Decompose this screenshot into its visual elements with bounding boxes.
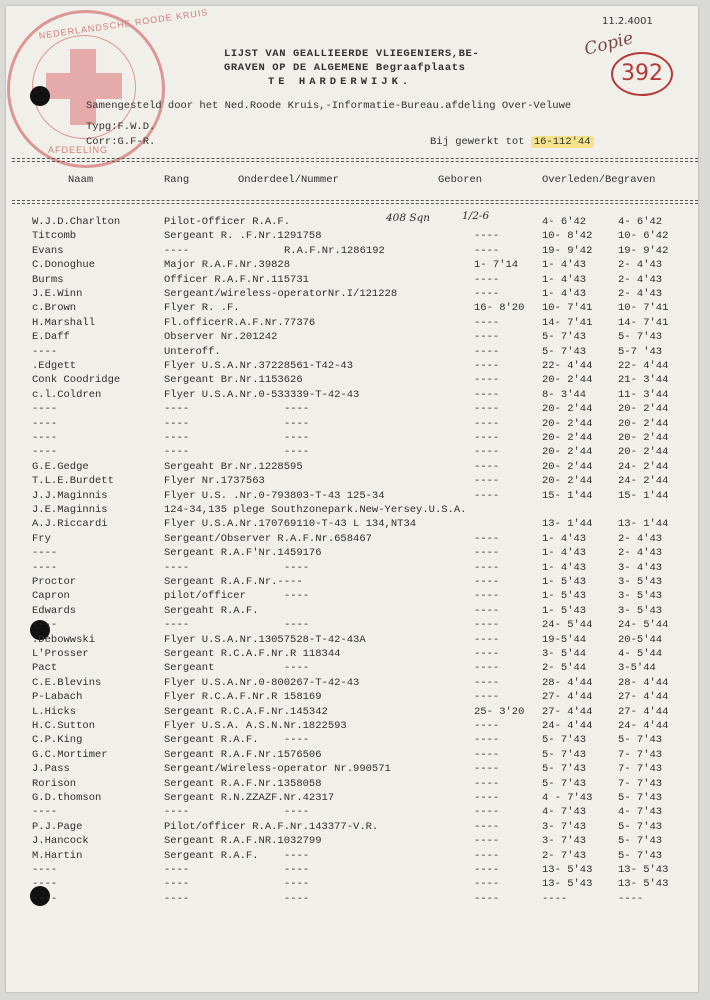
cell-overleden: 1- 4'43 [542, 532, 587, 545]
cell-rang: Sergeant R. .F.Nr.1291758 [164, 230, 322, 243]
cell-geboren: ---- [474, 460, 500, 473]
updated-date: 16-112'44 [531, 136, 594, 148]
cell-rang: ---- [164, 878, 190, 891]
page-number-badge: 392 [611, 52, 673, 96]
cell-naam: C.Donoghue [32, 259, 96, 272]
cell-begraven: 24- 2'44 [618, 460, 669, 473]
cell-begraven: 5- 7'43 [618, 331, 663, 344]
cell-geboren: ---- [474, 619, 500, 632]
cell-naam: C.E.Blevins [32, 676, 102, 689]
cell-rang: Sergeant R.A.F.Nr.---- [164, 576, 303, 588]
cell-geboren: ---- [474, 403, 500, 416]
cell-rang: Flyer U.S.A.Nr.170769110-T-43 L 134,NT34 [164, 518, 417, 531]
cell-overleden: 4- 6'42 [542, 216, 587, 228]
cell-begraven: 24- 2'44 [618, 475, 669, 488]
cell-rang: Sergeant R.A.F.Nr.1576506 [164, 748, 322, 761]
cell-geboren: ---- [474, 604, 500, 617]
cell-begraven: 20- 2'44 [618, 403, 669, 416]
cell-overleden: 8- 3'44 [542, 388, 587, 401]
cell-naam: .Debowwski [32, 633, 96, 646]
column-header-overleden: Overleden/Begraven [542, 174, 656, 186]
cell-begraven: 2- 4'43 [618, 259, 663, 272]
cell-rang: ---- [164, 446, 190, 459]
cell-begraven: 4- 6'42 [618, 216, 663, 228]
cell-naam: ---- [32, 806, 58, 819]
cell-nummer: ---- [284, 892, 310, 905]
cell-overleden: 19-5'44 [542, 633, 587, 646]
cell-naam: Titcomb [32, 230, 77, 243]
cell-geboren: ---- [474, 792, 500, 804]
cell-nummer: ---- [284, 662, 310, 675]
cell-overleden: 3- 7'43 [542, 835, 587, 848]
title-line-2: GRAVEN OP DE ALGEMENE Begraafplaats [224, 62, 466, 74]
column-header-geboren: Geboren [438, 174, 483, 186]
cell-overleden: 15- 1'44 [542, 489, 593, 502]
cell-naam: W.J.D.Charlton [32, 216, 121, 228]
cell-geboren: ---- [474, 720, 500, 732]
column-header-rang: Rang [164, 174, 190, 186]
cell-begraven: 20- 2'44 [618, 432, 669, 444]
cell-overleden: 3- 7'43 [542, 820, 587, 833]
red-cross-bar [46, 73, 122, 99]
cell-begraven: 3- 5'43 [618, 576, 663, 588]
cell-overleden: 20- 2'44 [542, 403, 593, 416]
cell-rang: Sergeant R.A.F. [164, 849, 259, 862]
cell-nummer: ---- [284, 432, 310, 444]
cell-begraven: 13- 5'43 [618, 864, 669, 876]
cell-rang: Flyer U.S.A.Nr.0-800267-T-42-43 [164, 676, 360, 689]
cell-rang: Sergeant/wireless-operatorNr.I/121228 [164, 288, 398, 300]
cell-begraven: 4- 5'44 [618, 648, 663, 660]
cell-naam: ---- [32, 547, 58, 560]
cell-rang: ---- [164, 892, 190, 905]
cell-geboren: ---- [474, 561, 500, 574]
cell-geboren: ---- [474, 748, 500, 761]
cell-rang: Sergeant [164, 662, 215, 675]
cell-nummer: ---- [284, 806, 310, 819]
cell-naam: L.Hicks [32, 705, 77, 718]
cell-naam: L'Prosser [32, 648, 89, 660]
cell-begraven: ---- [618, 892, 644, 905]
cell-nummer: R.A.F.Nr.1286192 [284, 244, 385, 257]
cell-geboren: 1- 7'14 [474, 259, 519, 272]
cell-naam: Edwards [32, 604, 77, 617]
cell-rang: Sergeant/Observer R.A.F.Nr.658467 [164, 532, 372, 545]
cell-naam: M.Hartin [32, 849, 83, 862]
cell-geboren: ---- [474, 331, 500, 344]
cell-overleden: 20- 2'44 [542, 460, 593, 473]
cell-overleden: 20- 2'44 [542, 417, 593, 430]
cell-naam: .Edgett [32, 360, 77, 372]
cell-naam: ---- [32, 878, 58, 891]
cell-overleden: 5- 7'43 [542, 777, 587, 790]
cell-overleden: 20- 2'44 [542, 446, 593, 459]
cell-nummer: ---- [284, 864, 310, 876]
updated-label: Bij gewerkt tot [430, 136, 525, 148]
cell-rang: Unteroff. [164, 345, 221, 358]
cell-overleden: 1- 5'43 [542, 576, 587, 588]
cell-geboren: ---- [474, 777, 500, 790]
cell-geboren: ---- [474, 820, 500, 833]
copy-annotation: Copie [582, 28, 636, 60]
cell-geboren: ---- [474, 345, 500, 358]
cell-naam: Fry [32, 532, 51, 545]
cell-naam: Burms [32, 273, 64, 286]
corrected-by: Corr:G.F-R. [86, 136, 156, 148]
cell-naam: ---- [32, 561, 58, 574]
column-header-naam: Naam [68, 174, 94, 186]
cell-naam: J.Hancock [32, 835, 89, 848]
cell-begraven: 15- 1'44 [618, 489, 669, 502]
cell-overleden: 5- 7'43 [542, 345, 587, 358]
cell-begraven: 7- 7'43 [618, 748, 663, 761]
cell-overleden: 1- 4'43 [542, 547, 587, 560]
cell-overleden: 2- 7'43 [542, 849, 587, 862]
cell-rang: Sergeant R.A.F. [164, 734, 259, 747]
cell-rang: Fl.officerR.A.F.Nr.77376 [164, 316, 316, 329]
cell-rang: Sergeant R.A.F'Nr.1459176 [164, 547, 322, 560]
cell-naam: ---- [32, 417, 58, 430]
cell-overleden: 13- 5'43 [542, 864, 593, 876]
cell-overleden: 24- 5'44 [542, 619, 593, 632]
cell-rang: Flyer U.S.A. A.S.N.Nr.1822593 [164, 720, 347, 732]
cell-begraven: 13- 5'43 [618, 878, 669, 891]
cell-geboren: ---- [474, 316, 500, 329]
cell-nummer: ---- [284, 446, 310, 459]
cell-overleden: 1- 5'43 [542, 590, 587, 603]
cell-naam: ---- [32, 345, 58, 358]
cell-naam: G.C.Mortimer [32, 748, 108, 761]
cell-begraven: 28- 4'44 [618, 676, 669, 689]
cell-geboren: ---- [474, 230, 500, 243]
cell-rang: Pilot-Officer R.A.F. [164, 216, 291, 228]
cell-naam: H.C.Sutton [32, 720, 96, 732]
cell-geboren: ---- [474, 374, 500, 387]
cell-geboren: ---- [474, 849, 500, 862]
cell-rang: 124-34,135 plege Southzonepark.New-Yersey.U.S.A. [164, 504, 467, 516]
cell-begraven: 5- 7'43 [618, 835, 663, 848]
cell-rang: Sergeant R.C.A.F.Nr.R 118344 [164, 648, 341, 660]
cell-rang: Flyer R. .F. [164, 302, 240, 315]
cell-begraven: 24- 4'44 [618, 720, 669, 732]
cell-overleden: 28- 4'44 [542, 676, 593, 689]
cell-begraven: 3- 5'43 [618, 590, 663, 603]
cell-begraven: 2- 4'43 [618, 547, 663, 560]
cell-overleden: 13- 1'44 [542, 518, 593, 531]
cell-rang: Pilot/officer R.A.F.Nr.143377-V.R. [164, 820, 379, 833]
cell-nummer: 408 Sqn [386, 212, 431, 224]
cell-overleden: 27- 4'44 [542, 691, 593, 704]
cell-rang: Officer R.A.F.Nr.115731 [164, 273, 309, 286]
cell-rang: ---- [164, 864, 190, 876]
cell-begraven: 20- 2'44 [618, 417, 669, 430]
cell-naam: Capron [32, 590, 70, 603]
cell-naam: E.Daff [32, 331, 70, 344]
cell-rang: Flyer R.C.A.F.Nr.R 158169 [164, 691, 322, 704]
cell-begraven: 27- 4'44 [618, 705, 669, 718]
cell-nummer: ---- [284, 590, 310, 603]
punch-hole-icon [30, 86, 50, 106]
cell-naam: A.J.Riccardi [32, 518, 108, 531]
cell-rang: Sergeant R.A.F.NR.1032799 [164, 835, 322, 848]
cell-rang: Sergeaht Br.Nr.1228595 [164, 460, 303, 473]
title-line-3: TE HARDERWIJK. [268, 76, 413, 88]
cell-begraven: 5- 7'43 [618, 820, 663, 833]
updated-until [430, 136, 594, 148]
cell-begraven: 14- 7'41 [618, 316, 669, 329]
divider-top-2 [12, 161, 698, 162]
cell-rang: Flyer Nr.1737563 [164, 475, 265, 488]
cell-naam: Evans [32, 244, 64, 257]
cell-rang: Sergeant R.N.ZZAZF.Nr.42317 [164, 792, 335, 804]
cell-naam: ---- [32, 403, 58, 416]
stamp-bottom-text: AFDEELING [48, 145, 109, 155]
cell-begraven: 10- 6'42 [618, 230, 669, 243]
cell-naam: Proctor [32, 576, 77, 588]
title-line-1: LIJST VAN GEALLIEERDE VLIEGENIERS,BE- [224, 48, 480, 60]
cell-begraven: 2- 4'43 [618, 532, 663, 545]
compiled-by-line: Samengesteld door het Ned.Roode Kruis,-Informatie-Bureau.afdeling Over-Veluwe [86, 100, 572, 112]
cell-rang: ---- [164, 561, 190, 574]
cell-begraven: 21- 3'44 [618, 374, 669, 387]
cell-naam: c.l.Coldren [32, 388, 102, 401]
cell-geboren: ---- [474, 633, 500, 646]
cell-naam: c.Brown [32, 302, 77, 315]
cell-geboren: ---- [474, 446, 500, 459]
cell-overleden: 1- 4'43 [542, 561, 587, 574]
cell-rang: Flyer U.S.A.Nr.0-533339-T-42-43 [164, 388, 360, 401]
cell-begraven: 7- 7'43 [618, 777, 663, 790]
cell-begraven: 5- 7'43 [618, 734, 663, 747]
cell-overleden: 10- 7'41 [542, 302, 593, 315]
cell-geboren: ---- [474, 691, 500, 704]
typed-by: Typg:F.W.D. [86, 121, 156, 133]
cell-geboren: ---- [474, 532, 500, 545]
cell-rang: ---- [164, 244, 190, 257]
cell-geboren: ---- [474, 388, 500, 401]
cell-overleden: 13- 5'43 [542, 878, 593, 891]
cell-rang: Observer Nr.201242 [164, 331, 278, 344]
cell-naam: ---- [32, 619, 58, 632]
cell-naam: ---- [32, 864, 58, 876]
cell-begraven: 4- 7'43 [618, 806, 663, 819]
cell-overleden: 3- 5'44 [542, 648, 587, 660]
stamp-top-text: NEDERLANDSCHE ROODE KRUIS [38, 7, 209, 41]
cell-geboren: ---- [474, 892, 500, 905]
cell-overleden: 24- 4'44 [542, 720, 593, 732]
cell-begraven: 24- 5'44 [618, 619, 669, 632]
cell-begraven: 13- 1'44 [618, 518, 669, 531]
cell-geboren: ---- [474, 432, 500, 444]
cell-naam: Rorison [32, 777, 77, 790]
cell-nummer: ---- [284, 619, 310, 632]
cell-naam: G.D.thomson [32, 792, 102, 804]
cell-rang: ---- [164, 403, 190, 416]
cell-geboren: ---- [474, 576, 500, 588]
cell-overleden: 1- 4'43 [542, 288, 587, 300]
cell-rang: ---- [164, 417, 190, 430]
cell-rang: Sergeant/Wireless-operator Nr.990571 [164, 763, 391, 776]
divider-header [12, 200, 698, 201]
cell-geboren: ---- [474, 489, 500, 502]
cell-overleden: 19- 9'42 [542, 244, 593, 257]
cell-rang: pilot/officer [164, 590, 246, 603]
cell-geboren: 1/2-6 [462, 210, 490, 222]
cell-rang: ---- [164, 806, 190, 819]
cell-naam: Conk Coodridge [32, 374, 121, 387]
cell-overleden: 1- 4'43 [542, 259, 587, 272]
cell-rang: ---- [164, 432, 190, 444]
cell-naam: P.J.Page [32, 820, 83, 833]
cell-begraven: 5- 7'43 [618, 849, 663, 862]
cell-geboren: ---- [474, 475, 500, 488]
cell-naam: ---- [32, 432, 58, 444]
cell-geboren: ---- [474, 648, 500, 660]
cell-begraven: 3- 5'43 [618, 604, 663, 617]
cell-geboren: ---- [474, 734, 500, 747]
cell-naam: Pact [32, 662, 58, 675]
cell-geboren: ---- [474, 590, 500, 603]
cell-overleden: 2- 5'44 [542, 662, 587, 675]
cell-geboren: ---- [474, 417, 500, 430]
cell-nummer: ---- [284, 561, 310, 574]
cell-begraven: 7- 7'43 [618, 763, 663, 776]
cell-overleden: 4- 7'43 [542, 806, 587, 819]
cell-naam: G.E.Gedge [32, 460, 89, 473]
cell-naam: J.E.Maginnis [32, 504, 108, 516]
cell-begraven: 2- 4'43 [618, 273, 663, 286]
cell-naam: ---- [32, 446, 58, 459]
cell-overleden: 1- 5'43 [542, 604, 587, 617]
cell-naam: J.J.Maginnis [32, 489, 108, 502]
cell-rang: ---- [164, 619, 190, 632]
cell-begraven: 10- 7'41 [618, 302, 669, 315]
cell-geboren: ---- [474, 662, 500, 675]
cell-overleden: 14- 7'41 [542, 316, 593, 329]
cell-naam: H.Marshall [32, 316, 96, 329]
cell-rang: Sergeant R.C.A.F.Nr.145342 [164, 705, 328, 718]
cell-begraven: 3-5'44 [618, 662, 656, 675]
cell-rang: Sergeant R.A.F.Nr.1358058 [164, 777, 322, 790]
cell-overleden: 5- 7'43 [542, 763, 587, 776]
cell-nummer: ---- [284, 849, 310, 862]
cell-begraven: 27- 4'44 [618, 691, 669, 704]
cell-rang: Flyer U.S.A.Nr.37228561-T42-43 [164, 360, 354, 372]
cell-rang: Sergeant Br.Nr.1153626 [164, 374, 303, 387]
cell-geboren: ---- [474, 288, 500, 300]
reference-number: 11.2.4001 [602, 16, 653, 27]
cell-naam: T.L.E.Burdett [32, 475, 114, 488]
cell-overleden: 20- 2'44 [542, 374, 593, 387]
cell-begraven: 2- 4'43 [618, 288, 663, 300]
cell-overleden: 10- 8'42 [542, 230, 593, 243]
cell-begraven: 11- 3'44 [618, 388, 669, 401]
cell-begraven: 22- 4'44 [618, 360, 669, 372]
cell-nummer: ---- [284, 878, 310, 891]
cell-geboren: ---- [474, 864, 500, 876]
cell-rang: Sergeaht R.A.F. [164, 604, 259, 617]
cell-geboren: ---- [474, 244, 500, 257]
divider-top [12, 158, 698, 159]
cell-overleden: 20- 2'44 [542, 475, 593, 488]
cell-geboren: ---- [474, 878, 500, 891]
cell-begraven: 5- 7'43 [618, 792, 663, 804]
cell-geboren: 25- 3'20 [474, 705, 525, 718]
cell-geboren: 16- 8'20 [474, 302, 525, 315]
cell-geboren: ---- [474, 835, 500, 848]
cell-geboren: ---- [474, 676, 500, 689]
cell-begraven: 20- 2'44 [618, 446, 669, 459]
cell-nummer: ---- [284, 403, 310, 416]
cell-overleden: 5- 7'43 [542, 331, 587, 344]
cell-begraven: 19- 9'42 [618, 244, 669, 257]
cell-geboren: ---- [474, 547, 500, 560]
cell-overleden: 22- 4'44 [542, 360, 593, 372]
cell-geboren: ---- [474, 763, 500, 776]
divider-header-2 [12, 203, 698, 204]
cell-nummer: ---- [284, 417, 310, 430]
cell-rang: Major R.A.F.Nr.39828 [164, 259, 291, 272]
cell-begraven: 5-7 '43 [618, 345, 663, 358]
cell-naam: J.E.Winn [32, 288, 83, 300]
cell-overleden: 5- 7'43 [542, 734, 587, 747]
cell-nummer: ---- [284, 734, 310, 747]
cell-rang: Flyer U.S. .Nr.0-793803-T-43 125-34 [164, 489, 385, 502]
cell-geboren: ---- [474, 806, 500, 819]
cell-geboren: ---- [474, 273, 500, 286]
cell-overleden: 4 - 7'43 [542, 792, 593, 804]
cell-naam: J.Pass [32, 763, 70, 776]
cell-overleden: 20- 2'44 [542, 432, 593, 444]
cell-overleden: ---- [542, 892, 568, 905]
cell-rang: Flyer U.S.A.Nr.13057528-T-42-43A [164, 633, 366, 646]
cell-geboren: ---- [474, 360, 500, 372]
cell-naam: P-Labach [32, 691, 83, 704]
cell-overleden: 1- 4'43 [542, 273, 587, 286]
cell-begraven: 3- 4'43 [618, 561, 663, 574]
document-page [6, 6, 698, 992]
cell-overleden: 27- 4'44 [542, 705, 593, 718]
cell-overleden: 5- 7'43 [542, 748, 587, 761]
cell-begraven: 20-5'44 [618, 633, 663, 646]
cell-naam: C.P.King [32, 734, 83, 747]
cell-naam: ---- [32, 892, 58, 905]
column-header-onderdeel: Onderdeel/Nummer [238, 174, 339, 186]
